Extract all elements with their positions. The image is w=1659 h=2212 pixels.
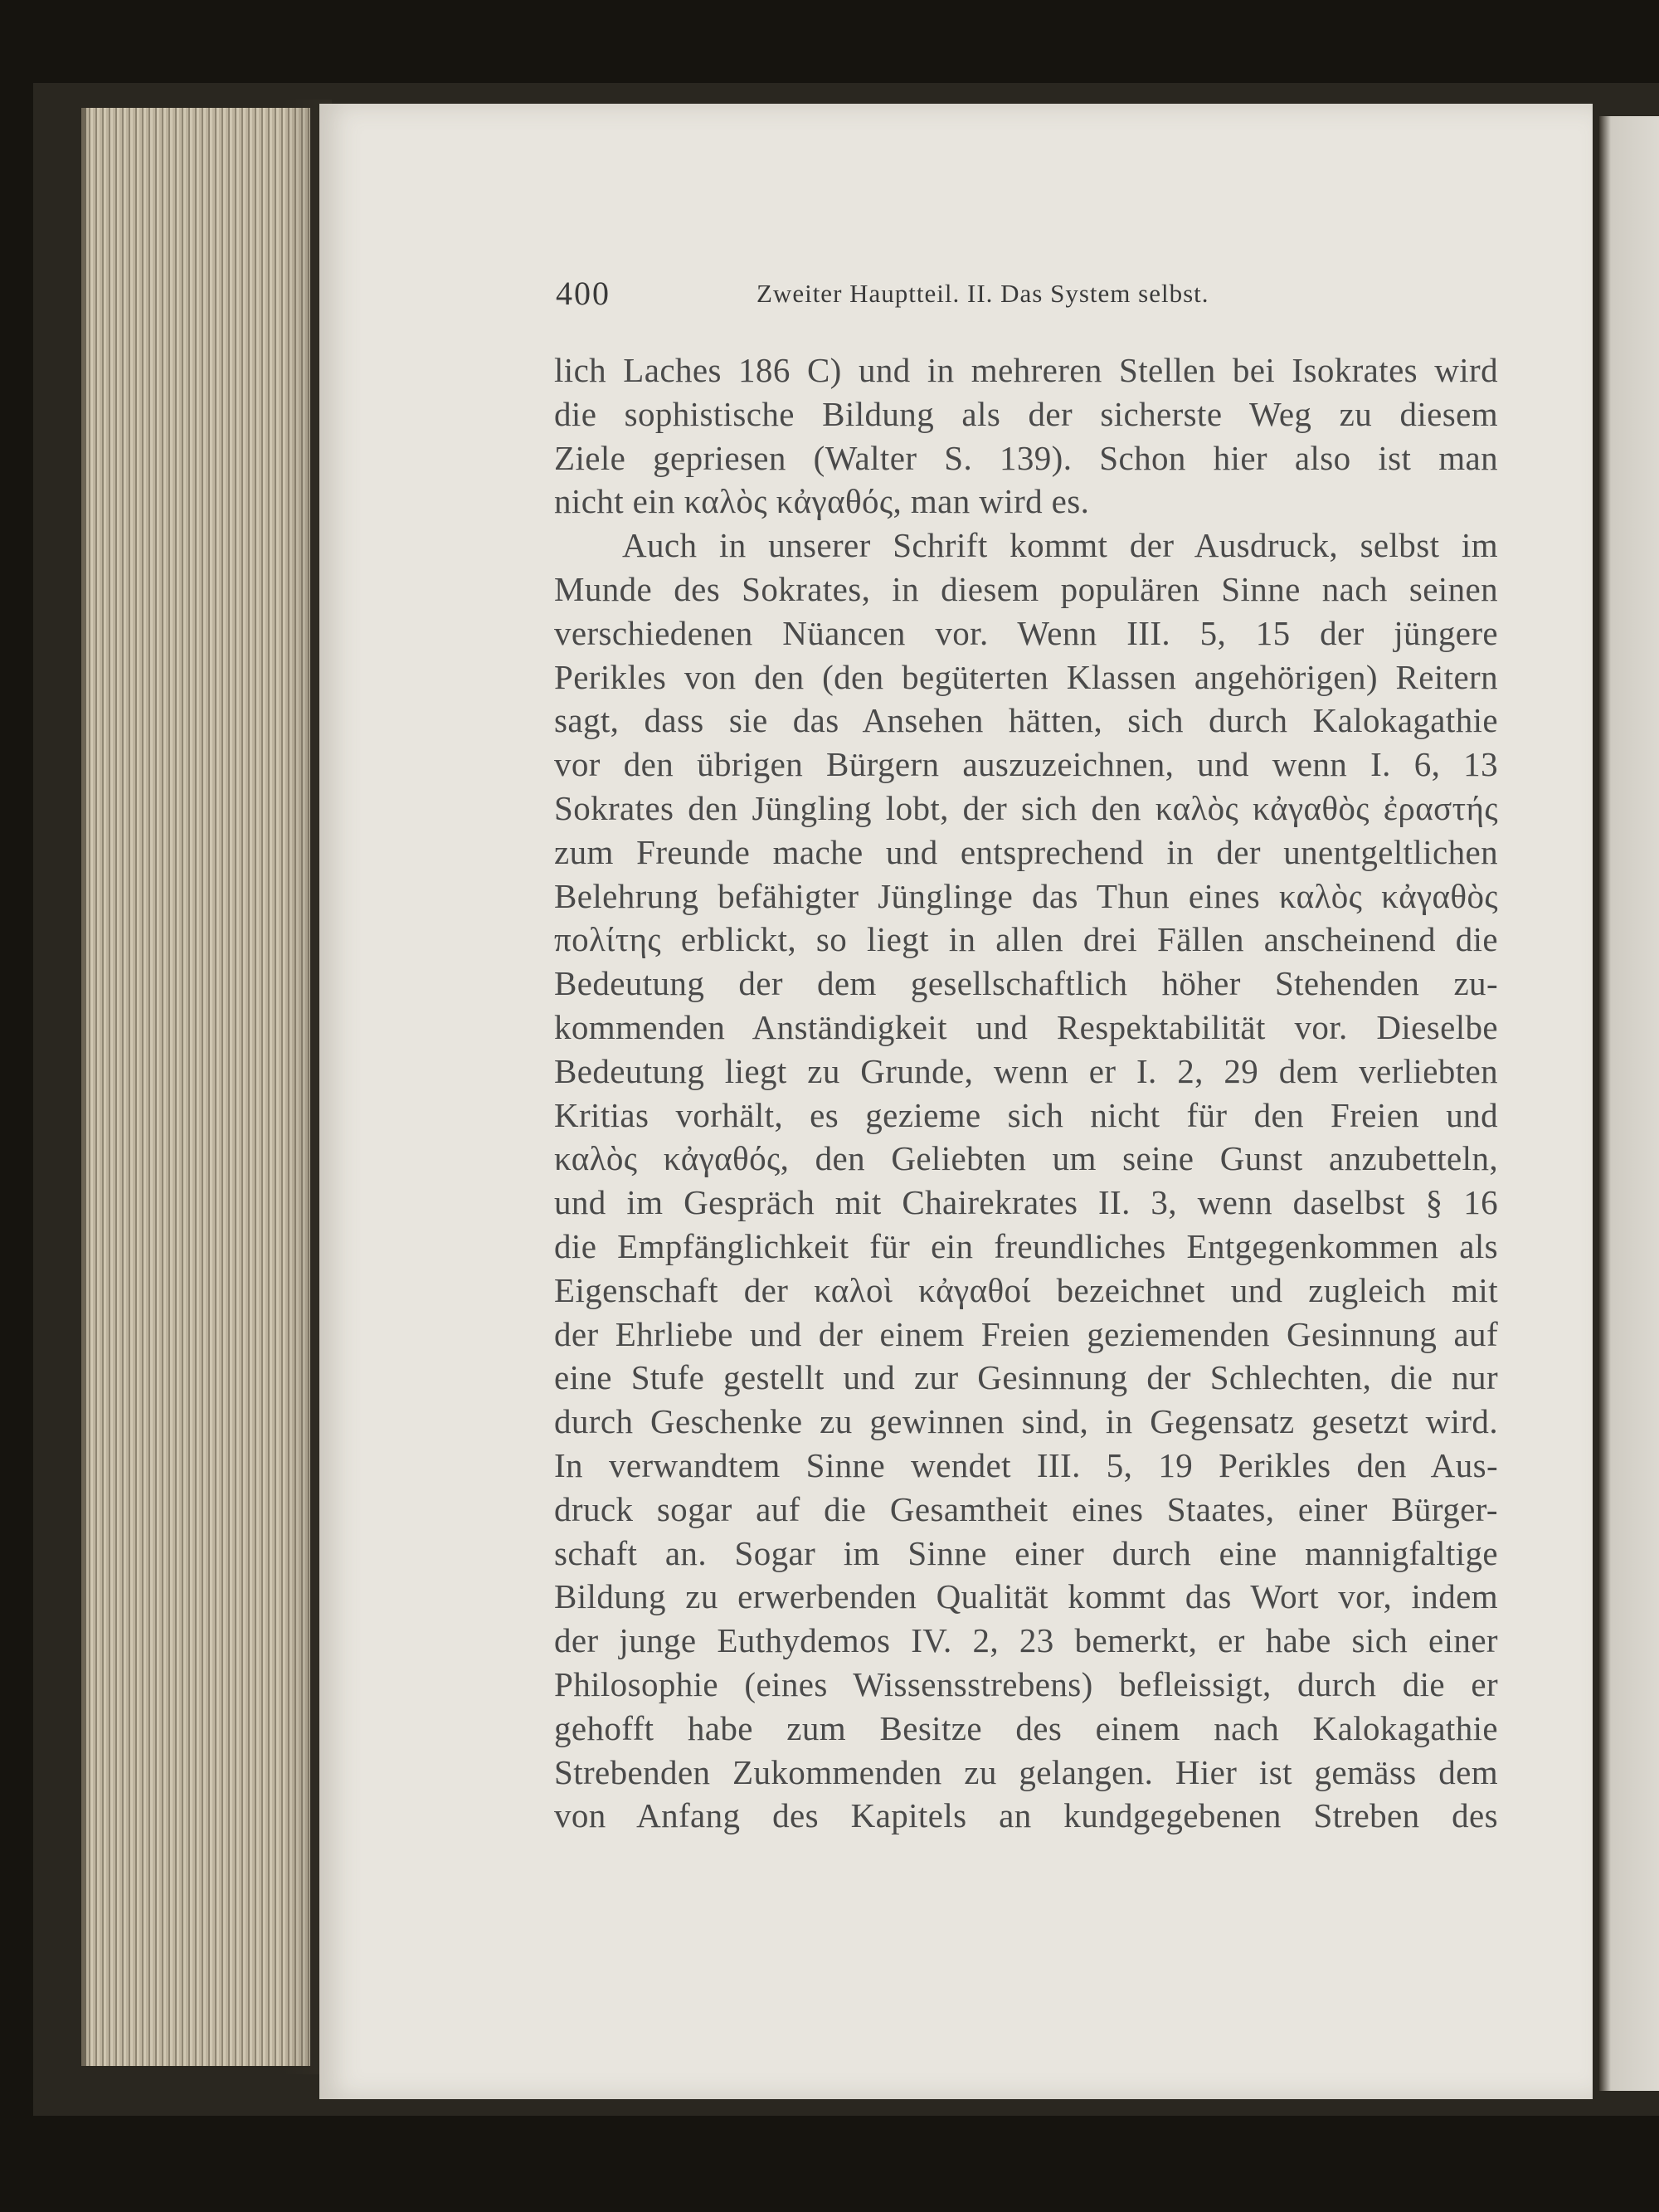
text-line: gehofft habe zum Besitze des einem nach Kalokagathie [554,1708,1498,1747]
text-line: nicht ein καλὸς κἀγαθός, man wird es. [554,482,1090,521]
text-line: Belehrung befähigter Jünglinge das Thun eines καλὸς κἀγαθὸς [554,876,1498,915]
text-line: lich Laches 186 C) und in mehreren Stellen bei Isokrates wird [554,351,1498,389]
text-line: zum Freunde mache und entsprechend in der unentgeltlichen [554,832,1498,871]
text-line: Bedeutung liegt zu Grunde, wenn er I. 2, 29 dem verliebten [554,1051,1498,1090]
text-line: Auch in unserer Schrift kommt der Ausdruck, selbst im [622,526,1498,565]
text-line: die sophistische Bildung als der sicherste Weg zu diesem [554,394,1498,433]
facing-page-edge [1599,116,1659,2091]
text-line: καλὸς κἀγαθός, den Geliebten um seine Gunst anzubetteln, [554,1139,1498,1178]
text-line: Strebenden Zukommenden zu gelangen. Hier ist gemäss dem [554,1752,1498,1791]
text-line: eine Stufe gestellt und zur Gesinnung der Schlechten, die nur [554,1358,1498,1397]
text-line: Bildung zu erwerbenden Qualität kommt das Wort vor, indem [554,1577,1498,1616]
text-line: sagt, dass sie das Ansehen hätten, sich durch Kalokagathie [554,701,1498,740]
page-number: 400 [556,275,611,312]
text-line: und im Gespräch mit Chairekrates II. 3, wenn daselbst § 16 [554,1183,1498,1222]
text-line: In verwandtem Sinne wendet III. 5, 19 Perikles den Aus- [554,1445,1498,1484]
text-line: Perikles von den (den begüterten Klassen angehörigen) Reitern [554,657,1498,696]
page-edges [81,108,310,2066]
text-line: der junge Euthydemos IV. 2, 23 bemerkt, er habe sich einer [554,1621,1498,1660]
text-line: vor den übrigen Bürgern auszuzeichnen, und wenn I. 6, 13 [554,745,1498,784]
text-line: die Empfänglichkeit für ein freundliches Entgegenkommen als [554,1226,1498,1265]
text-line: Bedeutung der dem gesellschaftlich höher Stehenden zu- [554,964,1498,1003]
text-line: Philosophie (eines Wissensstrebens) befleissigt, durch die er [554,1664,1498,1703]
text-line: Sokrates den Jüngling lobt, der sich den καλὸς κἀγαθὸς ἐραστής [554,788,1498,827]
text-line: verschiedenen Nüancen vor. Wenn III. 5, 15 der jüngere [554,613,1498,652]
text-line: druck sogar auf die Gesamtheit eines Staates, einer Bürger- [554,1489,1498,1528]
page-header [556,274,1302,312]
text-line: Eigenschaft der καλοὶ κἀγαθοί bezeichnet und zugleich mit [554,1270,1498,1309]
text-line: von Anfang des Kapitels an kundgegebenen Streben des [554,1796,1498,1835]
text-line: Kritias vorhält, es gezieme sich nicht für den Freien und [554,1095,1498,1134]
running-head: Zweiter Hauptteil. II. Das System selbst. [757,279,1209,308]
text-line: Ziele gepriesen (Walter S. 139). Schon hier also ist man [554,438,1498,477]
text-line: der Ehrliebe und der einem Freien geziemenden Gesinnung auf [554,1314,1498,1353]
text-line: Munde des Sokrates, in diesem populären Sinne nach seinen [554,569,1498,608]
text-line: πολίτης erblickt, so liegt in allen drei Fällen anscheinend die [554,920,1498,959]
text-line: schaft an. Sogar im Sinne einer durch eine mannigfaltige [554,1533,1498,1572]
text-line: durch Geschenke zu gewinnen sind, in Gegensatz gesetzt wird. [554,1402,1498,1441]
body-text [554,348,1498,1838]
text-line: kommenden Anständigkeit und Respektabilität vor. Dieselbe [554,1007,1498,1046]
